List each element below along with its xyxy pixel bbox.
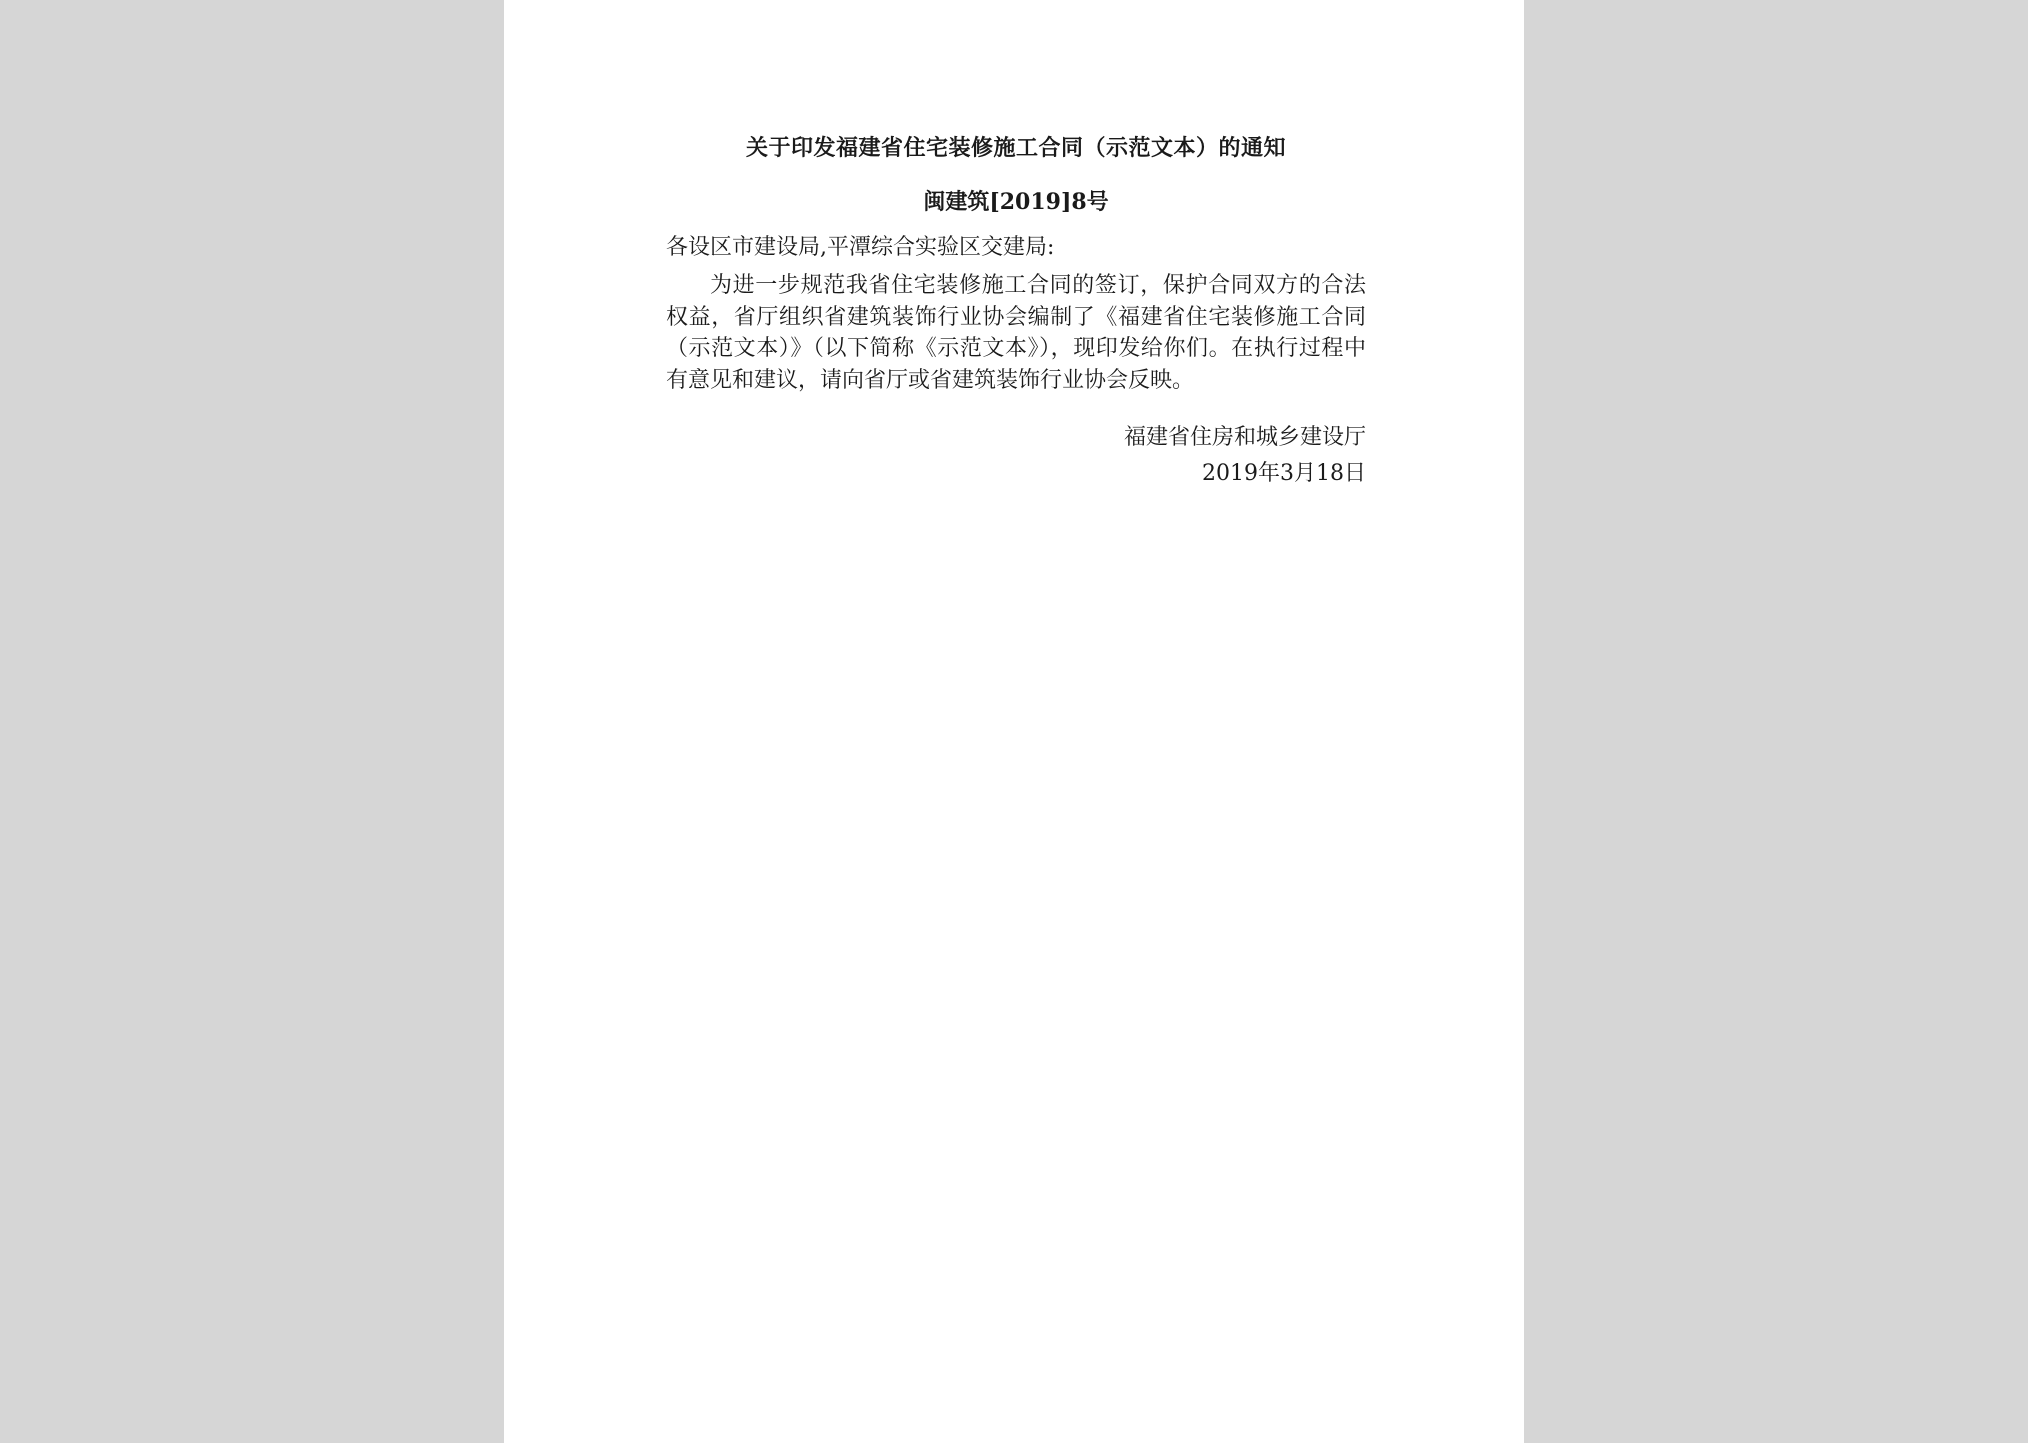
body-paragraph: 为进一步规范我省住宅装修施工合同的签订，保护合同双方的合法权益，省厅组织省建筑装饰行业协会编制了《福建省住宅装修施工合同（示范文本）》（以下简称《示范文本》），现印发给你们。在执行过程中有意见和建议，请向省厅或省建筑装饰行业协会反映。	[666, 273, 1366, 393]
salutation: 各设区市建设局,平潭综合实验区交建局:	[666, 235, 1055, 260]
issue-date: 2019年3月18日	[1202, 461, 1366, 486]
document-number: 闽建筑[2019]8号	[923, 189, 1109, 215]
issuer-signature: 福建省住房和城乡建设厅	[1123, 425, 1366, 450]
document-page	[504, 0, 1524, 1443]
document-title: 关于印发福建省住宅装修施工合同（示范文本）的通知	[745, 135, 1286, 161]
page-content	[666, 130, 1366, 492]
